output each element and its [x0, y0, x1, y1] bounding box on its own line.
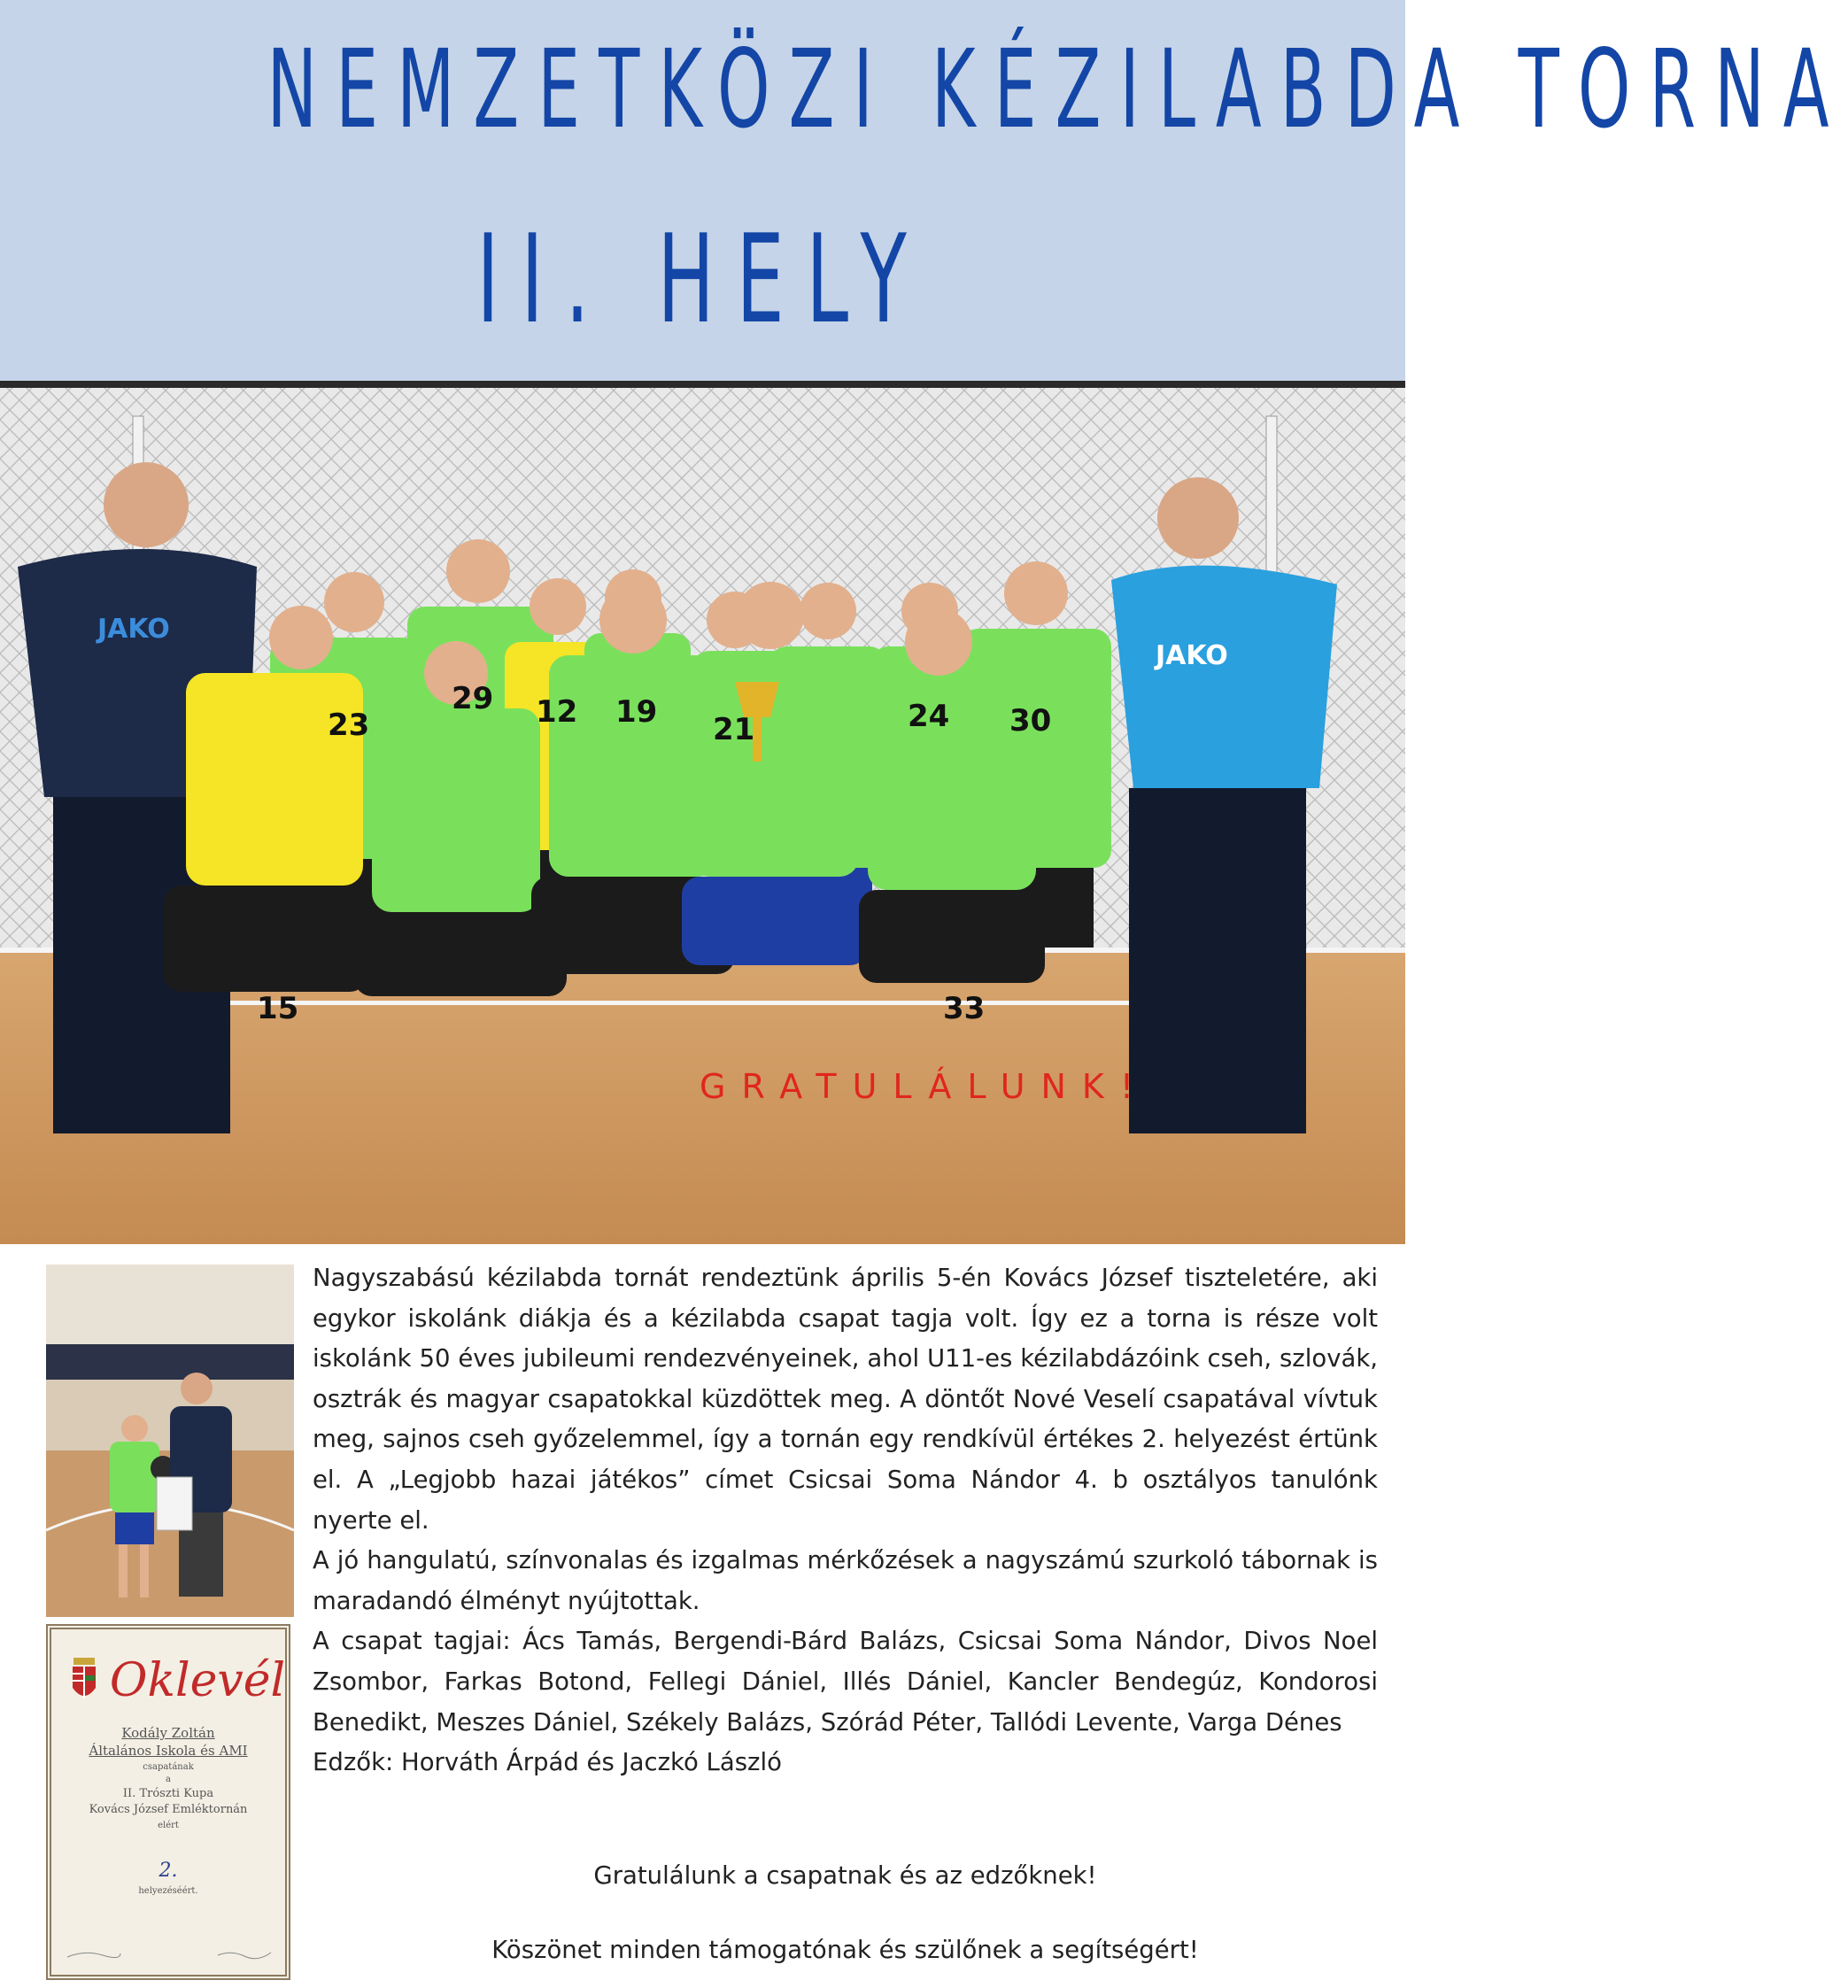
certificate [46, 1624, 290, 1980]
jersey-number: 30 [1009, 703, 1052, 739]
jersey-number: 33 [943, 991, 986, 1026]
coaches: Edzők: Horváth Árpád és Jaczkó László [313, 1748, 782, 1777]
certificate-place: 2. [159, 1860, 178, 1882]
award-photo [46, 1265, 294, 1617]
page-subtitle: II. HELY [476, 208, 929, 351]
certificate-place-label: helyezéséért. [138, 1886, 198, 1896]
coat-of-arms-icon [71, 1658, 97, 1704]
congratulation-text: Gratulálunk a csapatnak és az edzőknek! [593, 1861, 1097, 1890]
certificate-school-name: Kodály Zoltán [121, 1725, 215, 1741]
jersey-number: 19 [615, 694, 658, 730]
team-photo [0, 381, 1405, 1244]
certificate-text: a [166, 1775, 171, 1784]
article-body [313, 1258, 1378, 1783]
page-title: NEMZETKÖZI KÉZILABDA TORNA [267, 27, 1848, 152]
certificate-cup-name: II. Trószti Kupa [122, 1787, 214, 1800]
header-banner [0, 0, 1848, 381]
certificate-school-type: Általános Iskola és AMI [89, 1743, 248, 1759]
jersey-number: 12 [536, 694, 578, 730]
jersey-number: 24 [908, 699, 950, 734]
certificate-text: csapatának [143, 1762, 194, 1772]
certificate-text: elért [158, 1821, 179, 1830]
jersey-number: 29 [452, 681, 494, 716]
certificate-tournament-name: Kovács József Emléktornán [89, 1803, 248, 1816]
gratulation-overlay: GRATULÁLUNK! [700, 1067, 1150, 1106]
certificate-title: Oklevél [109, 1654, 286, 1707]
jersey-number: 21 [713, 712, 755, 747]
jersey-number: 23 [328, 708, 370, 743]
article-paragraph: Nagyszabású kézilabda tornát rendeztünk április 5-én Kovács József tiszteletére, aki egykor iskolánk diákja és a kézilabda csapat tagja volt. Így ez a torna is része volt iskolánk 50 éves jubileumi rendezvényeinek, ahol U11-es kézilabdázóink cseh, szlovák, osztrák és magyar csapatokkal küzdöttek meg. A döntőt Nové Veselí csapatával vívtuk meg, sajnos cseh győzelemmel, így a tornán egy rendkívül értékes 2. helyezést értünk el. A „Legjobb hazai játékos” címet Csicsai Soma Nándor 4. b osztályos tanulónk nyerte el. [313, 1264, 1378, 1535]
coach-left-shirt-text: JAKO [97, 614, 170, 645]
coach-right-shirt-text: JAKO [1156, 640, 1228, 671]
team-members: A csapat tagjai: Ács Tamás, Bergendi-Bárd Balázs, Csicsai Soma Nándor, Divos Noel Zsombor, Farkas Botond, Fellegi Dániel, Illés Dániel, Kancler Bendegúz, Kondorosi Benedikt, Meszes Dániel, Székely Balázs, Szórád Péter, Tallódi Levente, Varga Dénes [313, 1627, 1378, 1737]
article-paragraph: A jó hangulatú, színvonalas és izgalmas mérkőzések a nagyszámú szurkoló tábornak is maradandó élményt nyújtottak. [313, 1546, 1378, 1615]
jersey-number: 15 [257, 991, 299, 1026]
signature-line [67, 1950, 120, 1959]
signature-line [218, 1950, 271, 1959]
thanks-text: Köszönet minden támogatónak és szülőnek a segítségért! [491, 1936, 1199, 1964]
